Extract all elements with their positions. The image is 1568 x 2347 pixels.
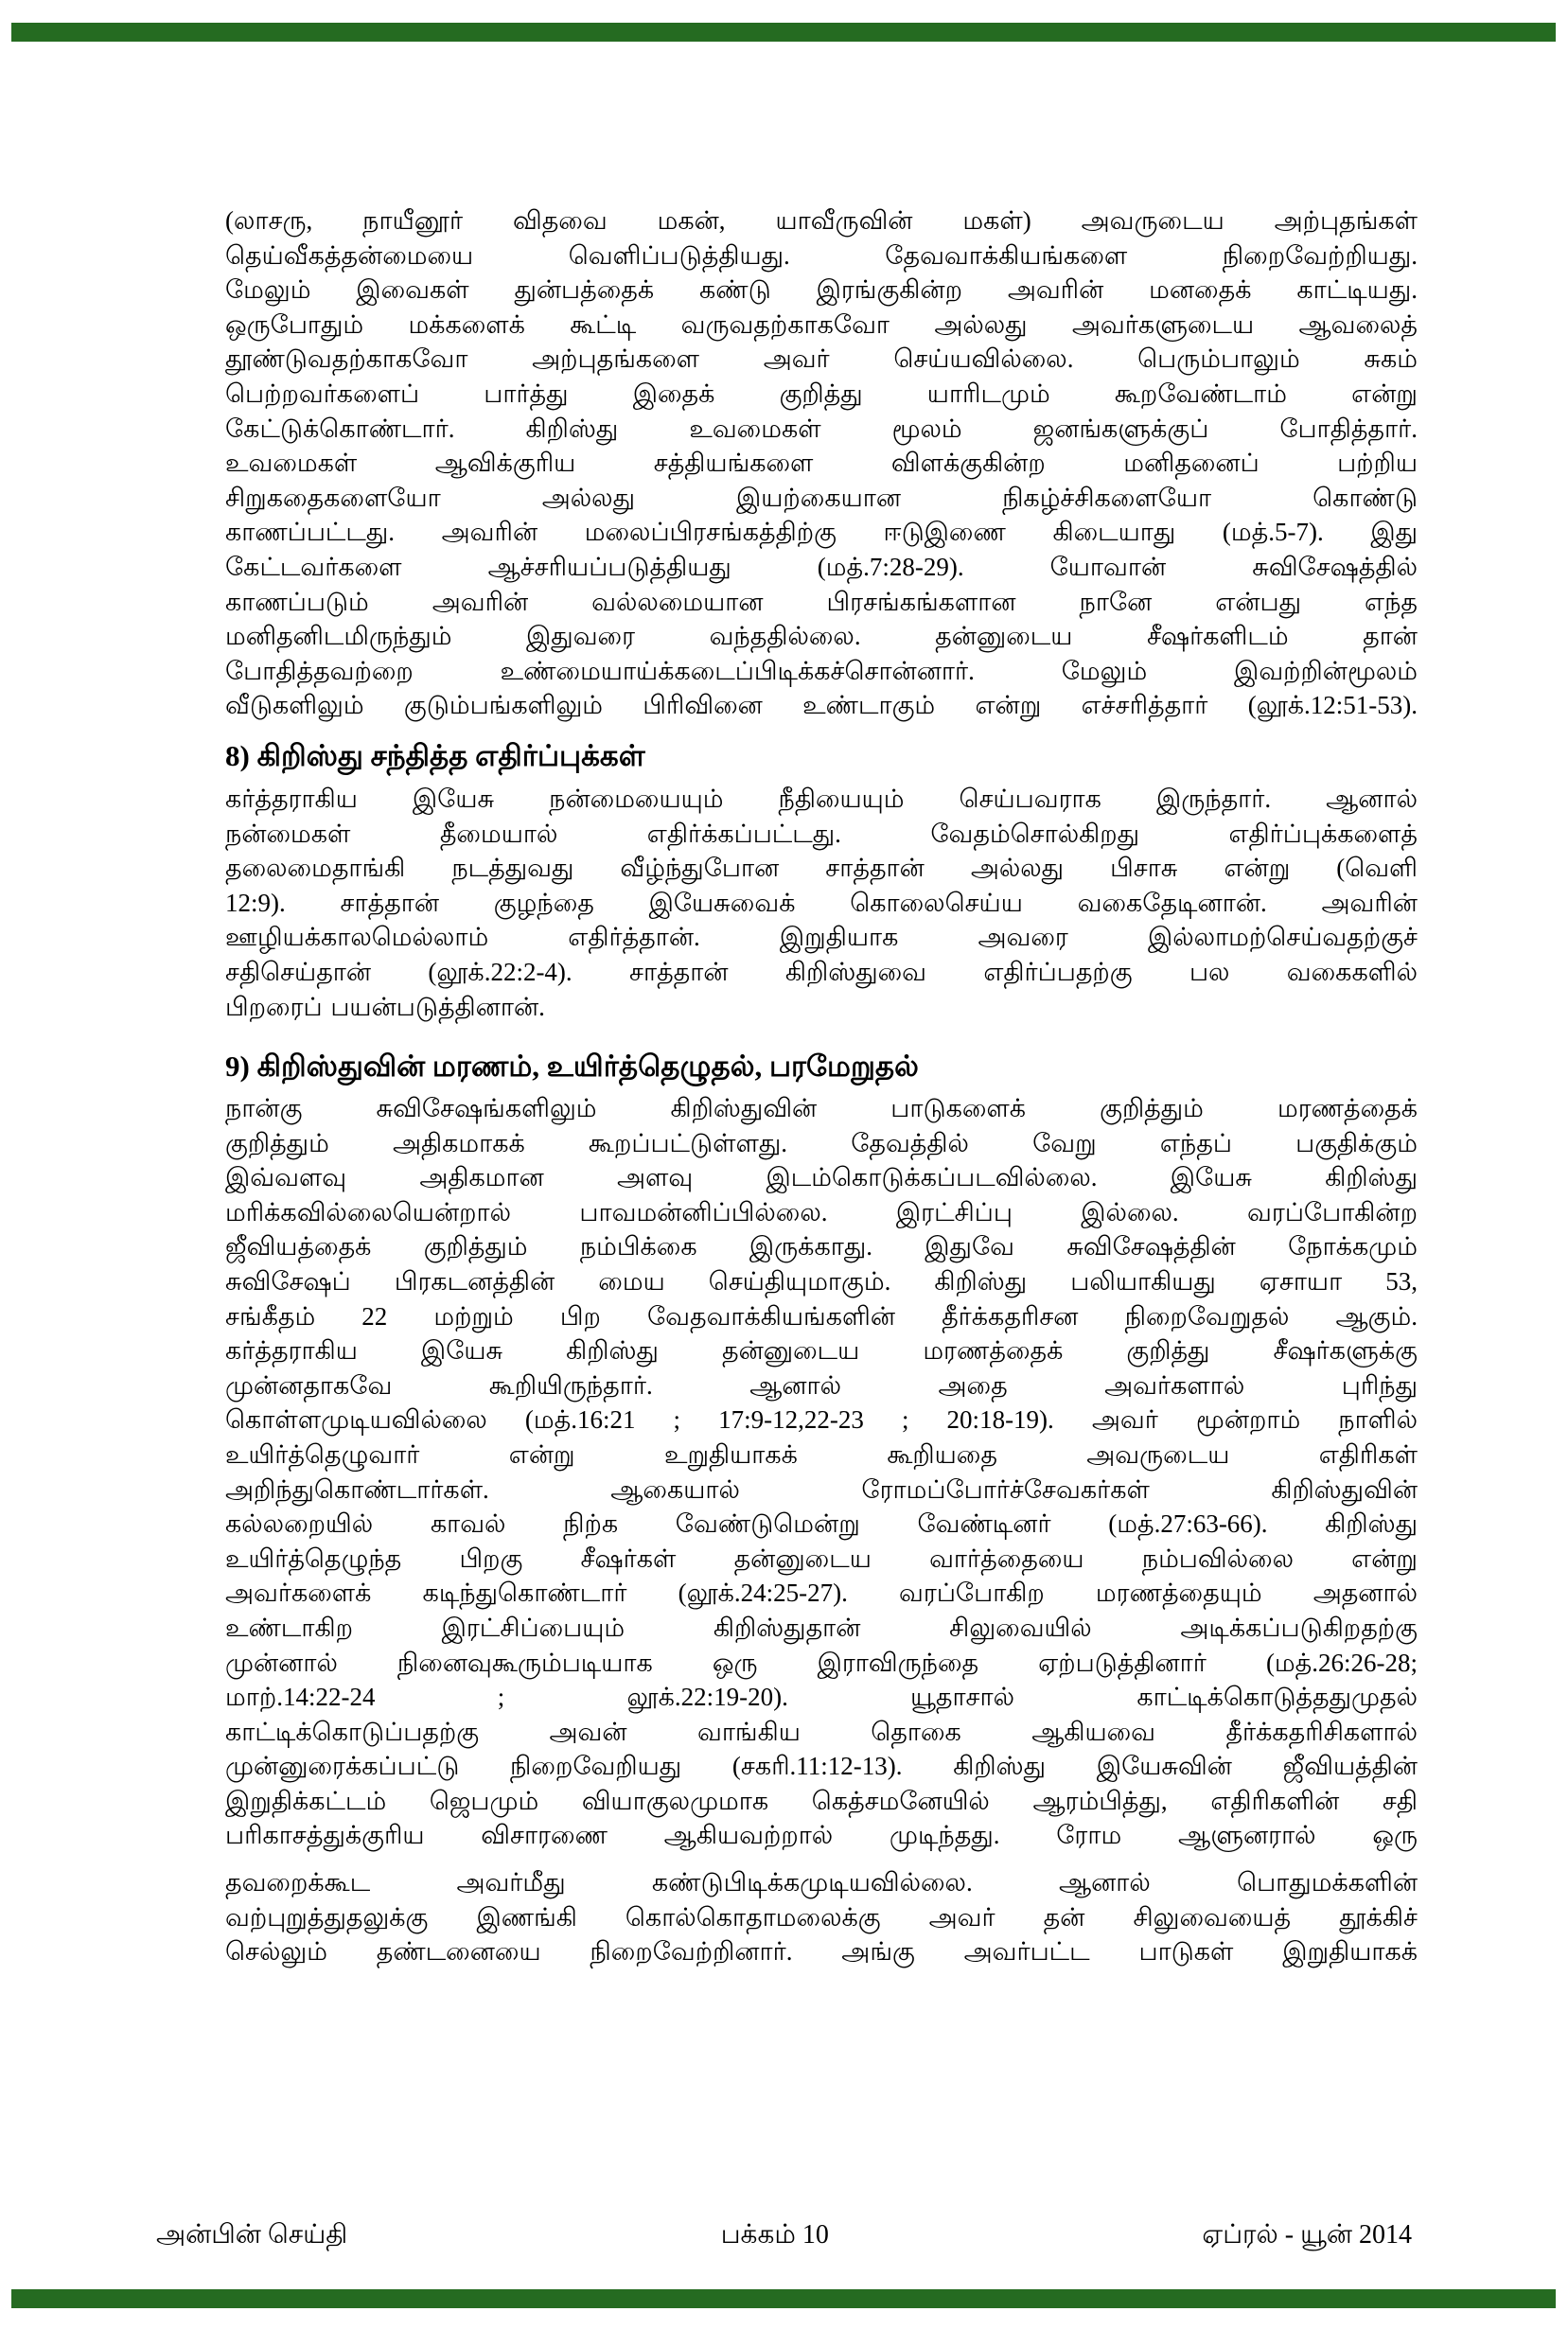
- bottom-green-rule: [11, 2289, 1556, 2308]
- text-line: தலைமைதாங்கி நடத்துவது வீழ்ந்துபோன சாத்தான் அல்லது பிசாசு என்று (வெளி: [225, 854, 1418, 883]
- text-line: மனிதனிடமிருந்தும் இதுவரை வந்ததில்லை. தன்னுடைய சீஷர்களிடம் தான்: [225, 622, 1418, 651]
- text-line: கொள்ளமுடியவில்லை (மத்.16:21 ; 17:9-12,22-23 ; 20:18-19). அவர் மூன்றாம் நாளில்: [225, 1405, 1418, 1435]
- text-line: முன்னுரைக்கப்பட்டு நிறைவேறியது (சகரி.11:12-13). கிறிஸ்து இயேசுவின் ஜீவியத்தின்: [225, 1752, 1418, 1781]
- text-line: செல்லும் தண்டனையை நிறைவேற்றினார். அங்கு அவர்பட்ட பாடுகள் இறுதியாகக்: [225, 1937, 1418, 1967]
- text-line: (லாசரு, நாயீனூர் விதவை மகன், யாவீருவின் மகள்) அவருடைய அற்புதங்கள்: [225, 206, 1418, 235]
- text-line: சங்கீதம் 22 மற்றும் பிற வேதவாக்கியங்களின் தீர்க்கதரிசன நிறைவேறுதல் ஆகும்.: [225, 1301, 1418, 1331]
- text-line: உயிர்த்தெழுந்த பிறகு சீஷர்கள் தன்னுடைய வார்த்தையை நம்பவில்லை என்று: [225, 1544, 1418, 1573]
- text-line: காணப்பட்டது. அவரின் மலைப்பிரசங்கத்திற்கு ஈடுஇணை கிடையாது (மத்.5-7). இது: [225, 518, 1418, 547]
- footer-newsletter-title: அன்பின் செய்தி: [156, 2220, 348, 2250]
- text-line: ஒருபோதும் மக்களைக் கூட்டி வருவதற்காகவோ அல்லது அவர்களுடைய ஆவலைத்: [225, 309, 1418, 339]
- text-line: தெய்வீகத்தன்மையை வெளிப்படுத்தியது. தேவவாக்கியங்களை நிறைவேற்றியது.: [225, 240, 1418, 270]
- text-line: கர்த்தராகிய இயேசு நன்மையையும் நீதியையும் செய்பவராக இருந்தார். ஆனால்: [225, 785, 1418, 813]
- text-line: ஊழியக்காலமெல்லாம் எதிர்த்தான். இறுதியாக அவரை இல்லாமற்செய்வதற்குச்: [225, 923, 1418, 952]
- text-line: முன்னால் நினைவுகூரும்படியாக ஒரு இராவிருந்தை ஏற்படுத்தினார் (மத்.26:26-28;: [225, 1648, 1418, 1677]
- text-line: காணப்படும் அவரின் வல்லமையான பிரசங்கங்களான நானே என்பது எந்த: [225, 587, 1418, 616]
- text-line: மரிக்கவில்லையென்றால் பாவமன்னிப்பில்லை. இரட்சிப்பு இல்லை. வரப்போகின்ற: [225, 1197, 1418, 1226]
- paragraph-section-9: [225, 1091, 1418, 1853]
- text-line: நான்கு சுவிசேஷங்களிலும் கிறிஸ்துவின் பாடுகளைக் குறித்தும் மரணத்தைக்: [225, 1094, 1418, 1122]
- text-line: கர்த்தராகிய இயேசு கிறிஸ்து தன்னுடைய மரணத்தைக் குறித்து சீஷர்களுக்கு: [225, 1336, 1418, 1366]
- text-line: காட்டிக்கொடுப்பதற்கு அவன் வாங்கிய தொகை ஆகியவை தீர்க்கதரிசிகளால்: [225, 1717, 1418, 1746]
- text-line: வீடுகளிலும் குடும்பங்களிலும் பிரிவினை உண்டாகும் என்று எச்சரித்தார் (லூக்.12:51-53).: [225, 691, 1418, 720]
- text-line: நன்மைகள் தீமையால் எதிர்க்கப்பட்டது. வேதம்சொல்கிறது எதிர்ப்புக்களைத்: [225, 819, 1418, 848]
- paragraph-section-8: [225, 782, 1418, 1024]
- text-line: அறிந்துகொண்டார்கள். ஆகையால் ரோமப்போர்ச்சேவகர்கள் கிறிஸ்துவின்: [225, 1474, 1418, 1504]
- text-line: 12:9). சாத்தான் குழந்தை இயேசுவைக் கொலைசெய்ய வகைதேடினான். அவரின்: [225, 888, 1418, 917]
- page-footer: [156, 2219, 1412, 2251]
- section-8-heading: 8) கிறிஸ்து சந்தித்த எதிர்ப்புக்கள்: [225, 739, 645, 772]
- text-line: தவறைக்கூட அவர்மீது கண்டுபிடிக்கமுடியவில்லை. ஆனால் பொதுமக்களின்: [225, 1868, 1418, 1897]
- text-line: மாற்.14:22-24 ; லூக்.22:19-20). யூதாசால் காட்டிக்கொடுத்ததுமுதல்: [225, 1683, 1418, 1712]
- text-line: பெற்றவர்களைப் பார்த்து இதைக் குறித்து யாரிடமும் கூறவேண்டாம் என்று: [225, 379, 1418, 408]
- text-line: கேட்டவர்களை ஆச்சரியப்படுத்தியது (மத்.7:28-29). யோவான் சுவிசேஷத்தில்: [225, 552, 1418, 581]
- footer-issue-date: ஏப்ரல் - யூன் 2014: [1202, 2220, 1412, 2250]
- text-line: உவமைகள் ஆவிக்குரிய சத்தியங்களை விளக்குகின்ற மனிதனைப் பற்றிய: [225, 449, 1418, 478]
- text-line: இறுதிக்கட்டம் ஜெபமும் வியாகுலமுமாக கெத்சமனேயில் ஆரம்பித்து, எதிரிகளின் சதி: [225, 1786, 1418, 1815]
- text-line: உண்டாகிற இரட்சிப்பையும் கிறிஸ்துதான் சிலுவையில் அடிக்கப்படுகிறதற்கு: [225, 1613, 1418, 1642]
- text-line: மேலும் இவைகள் துன்பத்தைக் கண்டு இரங்குகின்ற அவரின் மனதைக் காட்டியது.: [225, 275, 1418, 305]
- text-line: முன்னதாகவே கூறியிருந்தார். ஆனால் அதை அவர்களால் புரிந்து: [225, 1370, 1418, 1400]
- text-line: அவர்களைக் கடிந்துகொண்டார் (லூக்.24:25-27). வரப்போகிற மரணத்தையும் அதனால்: [225, 1579, 1418, 1608]
- text-line: சிறுகதைகளையோ அல்லது இயற்கையான நிகழ்ச்சிகளையோ கொண்டு: [225, 483, 1418, 512]
- text-line: ஜீவியத்தைக் குறித்தும் நம்பிக்கை இருக்காது. இதுவே சுவிசேஷத்தின் நோக்கமும்: [225, 1232, 1418, 1262]
- paragraph-miracles: [225, 203, 1418, 723]
- text-line: வற்புறுத்துதலுக்கு இணங்கி கொல்கொதாமலைக்கு அவர் தன் சிலுவையைத் தூக்கிச்: [225, 1902, 1418, 1932]
- text-line: சுவிசேஷப் பிரகடனத்தின் மைய செய்தியுமாகும். கிறிஸ்து பலியாகியது ஏசாயா 53,: [225, 1266, 1418, 1296]
- text-line: தூண்டுவதற்காகவோ அற்புதங்களை அவர் செய்யவில்லை. பெரும்பாலும் சுகம்: [225, 344, 1418, 374]
- text-line: பரிகாசத்துக்குரிய விசாரணை ஆகியவற்றால் முடிந்தது. ரோம ஆளுனரால் ஒரு: [225, 1821, 1418, 1850]
- text-line: கேட்டுக்கொண்டார். கிறிஸ்து உவமைகள் மூலம் ஜனங்களுக்குப் போதித்தார்.: [225, 414, 1418, 443]
- section-9-heading: 9) கிறிஸ்துவின் மரணம், உயிர்த்தெழுதல், பரமேறுதல்: [225, 1050, 919, 1083]
- text-line: உயிர்த்தெழுவார் என்று உறுதியாகக் கூறியதை அவருடைய எதிரிகள்: [225, 1439, 1418, 1469]
- text-line: கல்லறையில் காவல் நிற்க வேண்டுமென்று வேண்டினர் (மத்.27:63-66). கிறிஸ்து: [225, 1509, 1418, 1539]
- text-line: இவ்வளவு அதிகமான அளவு இடம்கொடுக்கப்படவில்லை. இயேசு கிறிஸ்து: [225, 1163, 1418, 1192]
- top-green-rule: [11, 23, 1556, 42]
- paragraph-closing: [225, 1865, 1418, 1969]
- text-line: சதிசெய்தான் (லூக்.22:2-4). சாத்தான் கிறிஸ்துவை எதிர்ப்பதற்கு பல வகைகளில்: [225, 957, 1418, 986]
- text-line: போதித்தவற்றை உண்மையாய்க்கடைப்பிடிக்கச்சொன்னார். மேலும் இவற்றின்மூலம்: [225, 656, 1418, 685]
- text-line: பிறரைப் பயன்படுத்தினான்.: [225, 992, 545, 1021]
- footer-page-number: பக்கம் 10: [720, 2220, 829, 2250]
- text-line: குறித்தும் அதிகமாகக் கூறப்பட்டுள்ளது. தேவத்தில் வேறு எந்தப் பகுதிக்கும்: [225, 1128, 1418, 1157]
